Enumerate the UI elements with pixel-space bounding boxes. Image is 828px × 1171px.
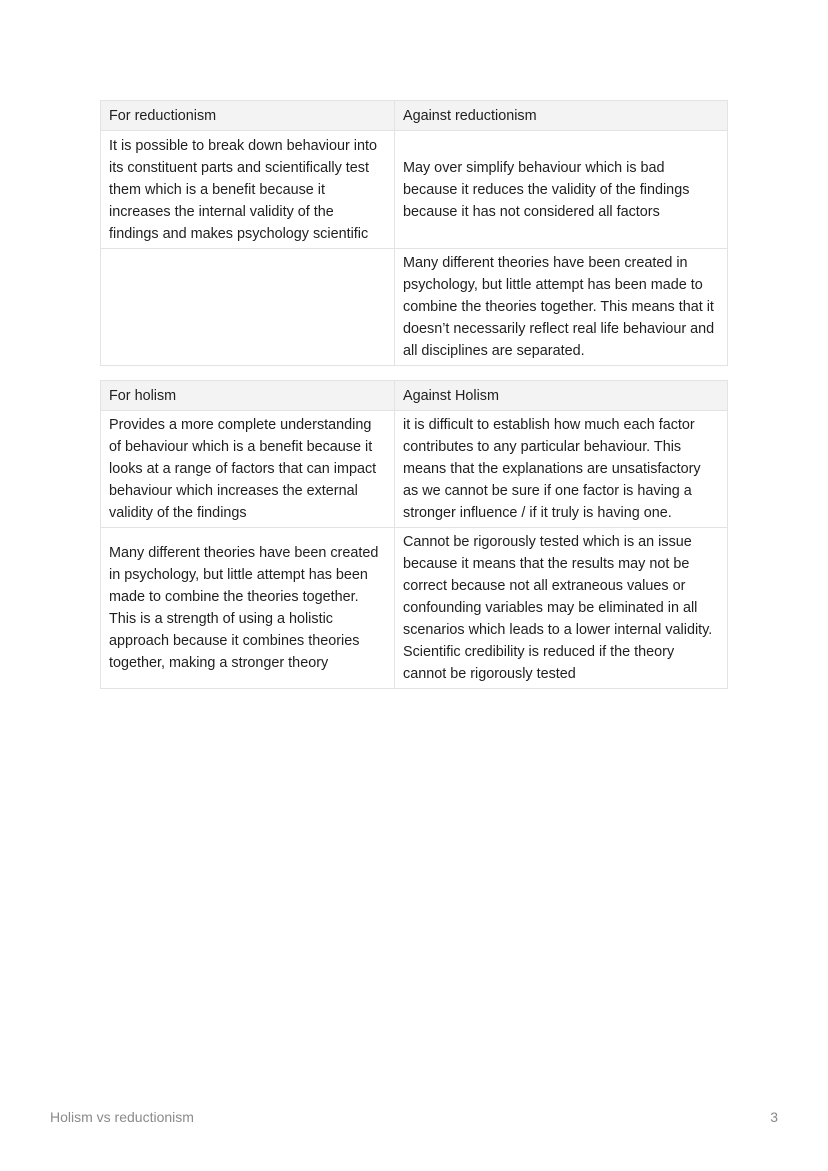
table-row — [101, 249, 728, 366]
header-against-holism: Against Holism — [395, 381, 728, 411]
table-cell: It is possible to break down behaviour into its constituent parts and scientifically test them which is a benefit because it increases the internal validity of the findings and makes psychology scientific — [101, 131, 395, 249]
header-for-holism: For holism — [101, 381, 395, 411]
table-cell: Provides a more complete understanding of behaviour which is a benefit because it looks at a range of factors that can impact behaviour which increases the external validity of the findings — [101, 411, 395, 528]
page-number: 3 — [770, 1109, 778, 1125]
table-row — [101, 131, 728, 249]
table-cell: Many different theories have been created in psychology, but little attempt has been made to combine the theories together. This means that it doesn’t necessarily reflect real life behaviour and all disciplines are separated. — [395, 249, 728, 366]
table-header-row — [101, 101, 728, 131]
table-header-row — [101, 381, 728, 411]
footer-title: Holism vs reductionism — [50, 1109, 194, 1125]
holism-table — [100, 380, 728, 689]
table-cell: May over simplify behaviour which is bad because it reduces the validity of the findings because it has not considered all factors — [395, 131, 728, 249]
table-cell — [101, 249, 395, 366]
table-row — [101, 411, 728, 528]
table-cell: it is difficult to establish how much each factor contributes to any particular behaviour. This means that the explanations are unsatisfactory as we cannot be sure if one factor is having a stronger influence / if it truly is having one. — [395, 411, 728, 528]
table-row — [101, 528, 728, 689]
table-cell: Cannot be rigorously tested which is an issue because it means that the results may not be correct because not all extraneous values or confounding variables may be eliminated in all scenarios which leads to a lower internal validity. Scientific credibility is reduced if the theory cannot be rigorously tested — [395, 528, 728, 689]
table-cell: Many different theories have been created in psychology, but little attempt has been made to combine the theories together. This is a strength of using a holistic approach because it combines theories together, making a stronger theory — [101, 528, 395, 689]
header-against-reductionism: Against reductionism — [395, 101, 728, 131]
reductionism-table — [100, 100, 728, 366]
header-for-reductionism: For reductionism — [101, 101, 395, 131]
